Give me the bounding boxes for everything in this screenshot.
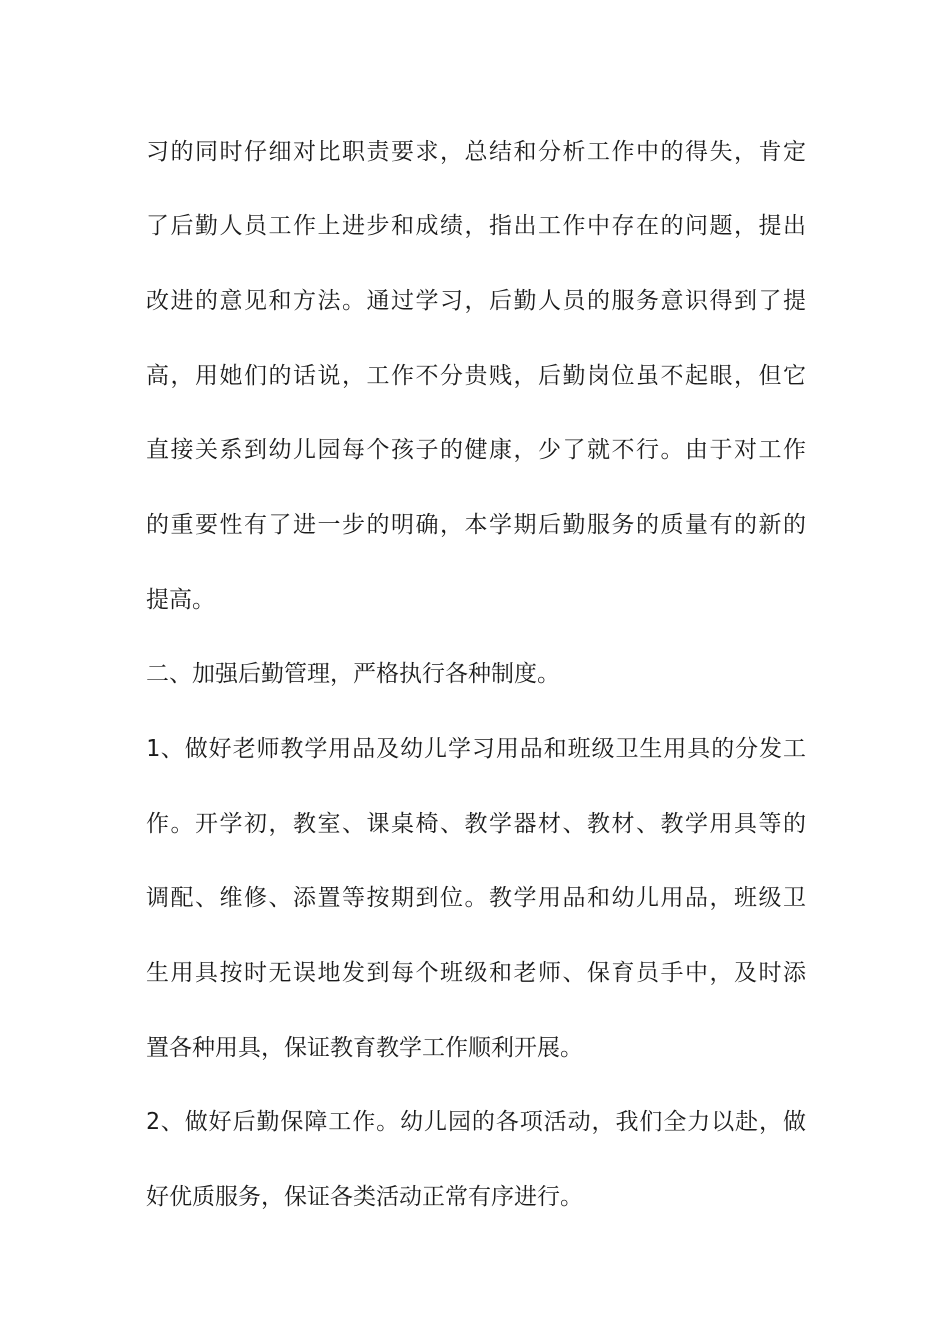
text-line: 置各种用具，保证教育教学工作顺利开展。 [146, 1035, 583, 1061]
text-line: 生用具按时无误地发到每个班级和老师、保育员手中，及时添 [146, 960, 806, 986]
text-line: 的重要性有了进一步的明确，本学期后勤服务的质量有的新的 [146, 512, 806, 538]
text-line: 直接关系到幼儿园每个孩子的健康，少了就不行。由于对工作 [146, 437, 806, 463]
text-line: 1、做好老师教学用品及幼儿学习用品和班级卫生用具的分发工 [146, 736, 806, 762]
text-line: 习的同时仔细对比职责要求，总结和分析工作中的得失，肯定 [146, 139, 806, 165]
text-line: 2、做好后勤保障工作。幼儿园的各项活动，我们全力以赴，做 [146, 1109, 806, 1135]
text-line: 提高。 [146, 587, 215, 613]
text-line: 调配、维修、添置等按期到位。教学用品和幼儿用品，班级卫 [146, 885, 806, 911]
text-line: 改进的意见和方法。通过学习，后勤人员的服务意识得到了提 [146, 288, 806, 314]
text-line: 了后勤人员工作上进步和成绩，指出工作中存在的问题，提出 [146, 213, 806, 239]
text-line: 好优质服务，保证各类活动正常有序进行。 [146, 1184, 583, 1210]
section-heading: 二、加强后勤管理，严格执行各种制度。 [146, 661, 560, 687]
text-line: 作。开学初，教室、课桌椅、教学器材、教材、教学用具等的 [146, 811, 806, 837]
text-line: 高，用她们的话说，工作不分贵贱，后勤岗位虽不起眼，但它 [146, 363, 806, 389]
